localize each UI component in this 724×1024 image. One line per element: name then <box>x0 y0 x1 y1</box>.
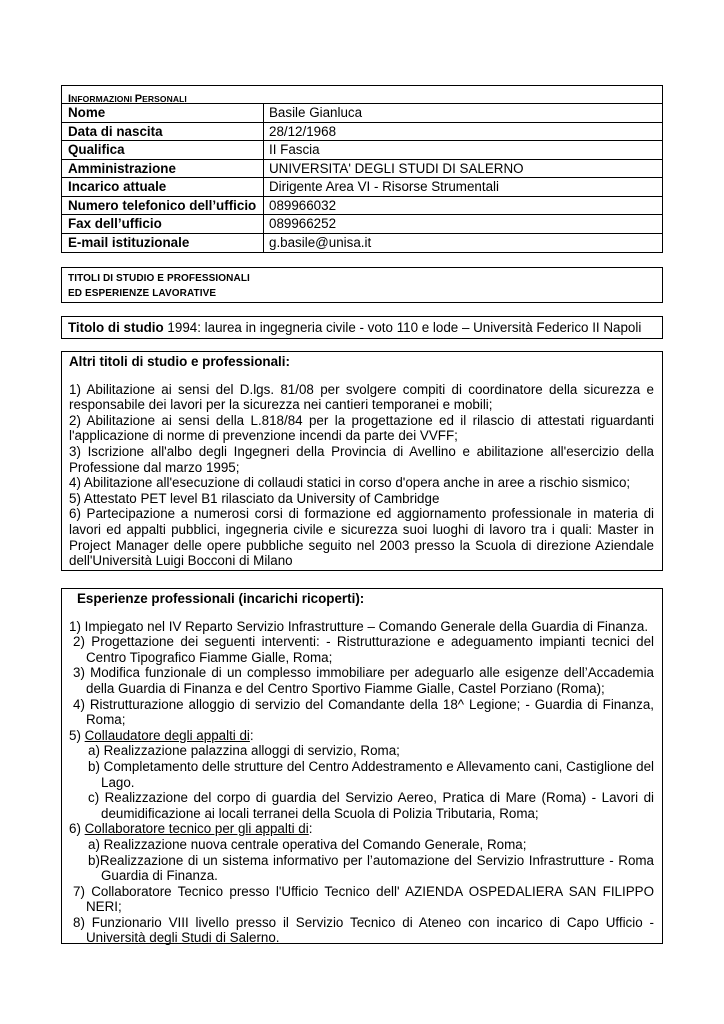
personal-info-table <box>61 85 663 253</box>
degree-value: 1994: laurea in ingegneria civile - voto 110 e lode – Università Federico II Napoli <box>163 320 642 335</box>
info-label: Incarico attuale <box>68 179 167 194</box>
experience-item: 2) Progettazione dei seguenti interventi: - Ristrutturazione e adeguamento impianti tecnici del Centro Tipografico Fiamme Gialle, Roma; <box>73 634 654 665</box>
other-titles-item: 5) Attestato PET level B1 rilasciato da University of Cambridge <box>69 490 440 506</box>
other-titles-item: 2) Abilitazione ai sensi della L.818/84 per la progettazione ed il rilascio di attestati riguardanti l'applicazione di norme di prevenzione incendi da parte dei VVFF; <box>69 412 654 444</box>
experience-subitem: b) Completamento delle strutture del Centro Addestramento e Allevamento cani, Castiglione del Lago. <box>88 758 654 790</box>
titles-section-header <box>61 267 663 303</box>
other-titles-item: 3) Iscrizione all'albo degli Ingegneri della Provincia di Avellino e abilitazione all'esercizio della Professione dal marzo 1995; <box>69 443 654 475</box>
other-titles-item: 6) Partecipazione a numerosi corsi di formazione ed aggiornamento professionale in materia di lavori ed appalti pubblici, ingegneria civile e sicurezza suoi luoghi di lavoro tra i quali: Master in Project Manager delle opere pubbliche seguito nel 2003 presso la Scuola di direzione Aziendale dell'Università Luigi Bocconi di Milano <box>69 506 654 569</box>
other-titles-item: 4) Abilitazione all'esecuzione di collaudi statici in corso d'opera anche in aree a rischio sismico; <box>69 475 631 491</box>
degree-box <box>61 316 663 339</box>
experience-box <box>61 588 663 944</box>
info-value: II Fascia <box>269 142 320 157</box>
personal-info-header: INFORMAZIONI PERSONALI <box>62 86 662 104</box>
info-label: Qualifica <box>68 142 125 157</box>
info-row-qualifica <box>62 141 662 160</box>
info-label: Data di nascita <box>68 123 163 139</box>
experience-item: 5) Collaudatore degli appalti di: <box>69 727 254 743</box>
experience-subitem: b)Realizzazione di un sistema informativo per l’automazione del Servizio Infrastrutture - Roma Guardia di Finanza. <box>88 852 654 884</box>
info-value: Dirigente Area VI - Risorse Strumentali <box>269 179 499 194</box>
experience-heading: Esperienze professionali (incarichi ricoperti): <box>77 591 365 606</box>
email-value: g.basile@unisa.it <box>269 234 372 250</box>
experience-subitem: a) Realizzazione nuova centrale operativa del Comando Generale, Roma; <box>88 836 527 852</box>
experience-item: 1) Impiegato nel IV Reparto Servizio Infrastrutture – Comando Generale della Guardia di Finanza. <box>69 618 649 634</box>
info-row-fax <box>62 215 662 234</box>
info-value: 089966252 <box>269 216 337 231</box>
other-titles-item: 1) Abilitazione ai sensi del D.lgs. 81/08 per svolgere compiti di coordinatore della sicurezza e responsabile dei lavori per la sicurezza nei cantieri temporanei e mobili; <box>69 381 654 413</box>
collaudatore-label: Collaudatore degli appalti di <box>84 727 250 743</box>
info-value: UNIVERSITA' DEGLI STUDI DI SALERNO <box>269 160 524 176</box>
experience-item: 3) Modifica funzionale di un complesso immobiliare per adeguarlo alle esigenze dell’Accademia della Guardia di Finanza e del Centro Sportivo Fiamme Gialle, Castel Porziano (Roma); <box>73 665 654 696</box>
info-label: E-mail istituzionale <box>68 234 190 250</box>
titles-header-line1: TITOLI DI STUDIO E PROFESSIONALI <box>68 273 250 284</box>
titles-header-line2: ED ESPERIENZE LAVORATIVE <box>68 288 217 299</box>
info-row-telefono <box>62 197 662 216</box>
experience-item: 7) Collaboratore Tecnico presso l'Ufficio Tecnico dell' AZIENDA OSPEDALIERA SAN FILIPPO NERI; <box>73 883 654 915</box>
info-value: Basile Gianluca <box>269 105 363 120</box>
info-value: 28/12/1968 <box>269 123 337 139</box>
info-row-data-nascita <box>62 123 662 142</box>
info-label: Amministrazione <box>68 160 176 176</box>
info-row-email <box>62 234 662 253</box>
info-label: Numero telefonico dell’ufficio <box>68 197 257 213</box>
experience-subitem: a) Realizzazione palazzina alloggi di servizio, Roma; <box>88 743 400 759</box>
experience-subitem: c) Realizzazione del corpo di guardia del Servizio Aereo, Pratica di Mare (Roma) - Lavori di deumidificazione ai locali terranei della Scuola di Polizia Tributaria, Roma; <box>88 790 654 821</box>
info-label: Fax dell’ufficio <box>68 216 162 231</box>
info-row-nome <box>62 104 662 123</box>
experience-item: 4) Ristrutturazione alloggio di servizio del Comandante della 18^ Legione; - Guardia di Finanza, Roma; <box>73 696 654 728</box>
info-label: Nome <box>68 105 106 120</box>
other-titles-box <box>61 351 663 571</box>
other-titles-heading: Altri titoli di studio e professionali: <box>69 354 290 369</box>
info-value: 089966032 <box>269 197 337 213</box>
experience-item: 6) Collaboratore tecnico per gli appalti di: <box>69 821 313 837</box>
degree-label: Titolo di studio <box>68 320 164 335</box>
collaboratore-label: Collaboratore tecnico per gli appalti di <box>84 821 309 837</box>
info-row-incarico <box>62 178 662 197</box>
experience-item: 8) Funzionario VIII livello presso il Servizio Tecnico di Ateneo con incarico di Capo Ufficio - Università degli Studi di Salerno. <box>73 914 654 946</box>
info-row-amministrazione <box>62 160 662 179</box>
